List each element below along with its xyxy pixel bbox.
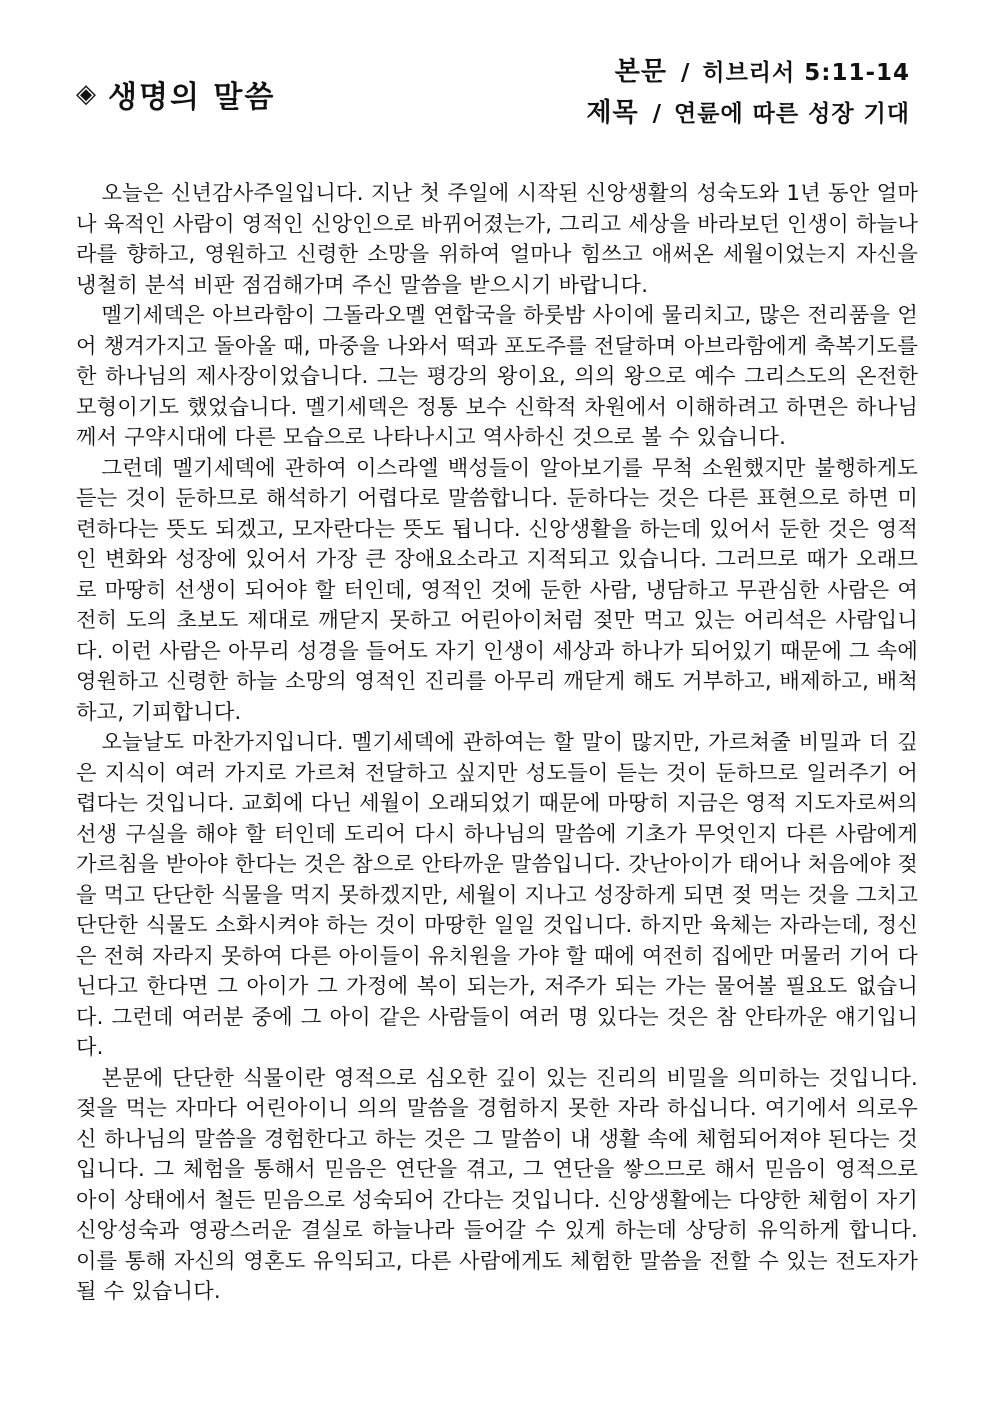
scripture-label: 본문 (614, 57, 667, 87)
paragraph: 멜기세덱은 아브라함이 그돌라오멜 연합국을 하룻밤 사이에 물리치고, 많은 전리품을 얻어 챙겨가지고 돌아올 때, 마중을 나와서 떡과 포도주를 전달하며 아브라함에게 축복기도를 한 하나님의 제사장이었습니다. 그는 평강의 왕이요, 의의 왕으로 예수 그리스도의 온전한 모형이기도 했었습니다. 멜기세덱은 정통 보수 신학적 차원에서 이해하려고 하면은 하나님께서 구약시대에 다른 모습으로 나타나시고 역사하신 것으로 볼 수 있습니다. (76, 302, 918, 449)
paragraph: 본문에 단단한 식물이란 영적으로 심오한 깊이 있는 진리의 비밀을 의미하는 것입니다. 젖을 먹는 자마다 어린아이니 의의 말씀을 경험하지 못한 자라 하십니다. 여기에서 의로우신 하나님의 말씀을 경험한다고 하는 것은 그 말씀이 내 생활 속에 체험되어져야 된다는 것입니다. 그 체험을 통해서 믿음은 연단을 겪고, 그 연단을 쌓으므로 해서 믿음이 영적으로 아이 상태에서 철든 믿음으로 성숙되어 간다는 것입니다. 신앙생활에는 다양한 체험이 자기 신앙성숙과 영광스러운 결실로 하늘나라 들어갈 수 있게 하는데 상당히 유익하게 합니다. 이를 통해 자신의 영혼도 유익되고, 다른 사람에게도 체험한 말씀을 전할 수 있는 전도자가 될 수 있습니다. (76, 1064, 918, 1303)
page-title (76, 72, 275, 116)
paragraph: 오늘날도 마찬가지입니다. 멜기세덱에 관하여는 할 말이 많지만, 가르쳐줄 비밀과 더 깊은 지식이 여러 가지로 가르쳐 전달하고 싶지만 성도들이 듣는 것이 둔하므로 일러주기 어렵다는 것입니다. 교회에 다닌 세월이 오래되었기 때문에 마땅히 지금은 영적 지도자로써의 선생 구실을 해야 할 터인데 도리어 다시 하나님의 말씀에 기초가 무엇인지 다른 사람에게 가르침을 받아야 한다는 것은 참으로 안타까운 말씀입니다. 갓난아이가 태어나 처음에야 젖을 먹고 단단한 식물을 먹지 못하겠지만, 세월이 지나고 성장하게 되면 젖 먹는 것을 그치고 단단한 식물도 소화시켜야 하는 것이 마땅한 일일 것입니다. 하지만 육체는 자라는데, 정신은 전혀 자라지 못하여 다른 아이들이 유치원을 가야 할 때에 여전히 집에만 머물러 기어 다닌다고 한다면 그 아이가 그 가정에 복이 되는가, 저주가 되는 가는 물어볼 필요도 없습니다. 그런데 여러분 중에 그 아이 같은 사람들이 여러 명 있다는 것은 참 안타까운 얘기입니다. (76, 729, 919, 1059)
subject-line (586, 93, 910, 134)
sermon-reference (586, 52, 910, 134)
subject-separator: / (652, 101, 663, 127)
paragraph: 오늘은 신년감사주일입니다. 지난 첫 주일에 시작된 신앙생활의 성숙도와 1년 동안 얼마나 육적인 사람이 영적인 신앙인으로 바뀌어졌는가, 그리고 세상을 바라보던 인생이 하늘나라를 향하고, 영원하고 신령한 소망을 위하여 얼마나 힘쓰고 애써온 세월이었는지 자신을 냉철히 분석 비판 점검해가며 주신 말씀을 받으시기 바랍니다. (76, 180, 918, 297)
subject-value: 연륜에 따른 성장 기대 (674, 101, 910, 127)
sermon-body (76, 178, 918, 1307)
subject-label: 제목 (586, 98, 639, 128)
scripture-separator: / (680, 60, 691, 86)
paragraph: 그런데 멜기세덱에 관하여 이스라엘 백성들이 알아보기를 무척 소원했지만 불행하게도 듣는 것이 둔하므로 해석하기 어렵다로 말씀합니다. 둔하다는 것은 다른 표현으로 하면 미련하다는 뜻도 되겠고, 모자란다는 뜻도 됩니다. 신앙생활을 하는데 있어서 둔한 것은 영적인 변화와 성장에 있어서 가장 큰 장애요소라고 지적되고 있습니다. 그러므로 때가 오래므로 마땅히 선생이 되어야 할 터인데, 영적인 것에 둔한 사람, 냉담하고 무관심한 사람은 여전히 도의 초보도 제대로 깨닫지 못하고 어린아이처럼 젖만 먹고 있는 어리석은 사람입니다. 이런 사람은 아무리 성경을 들어도 자기 인생이 세상과 하나가 되어있기 때문에 그 속에 영원하고 신령한 하늘 소망의 영적인 진리를 아무리 깨닫게 해도 거부하고, 배제하고, 배척하고, 기피합니다. (76, 454, 918, 724)
diamond-bullet-icon: ◈ (76, 79, 98, 109)
title-text: 생명의 말씀 (108, 80, 276, 115)
scripture-line (586, 52, 910, 93)
page-header (0, 0, 992, 150)
scripture-value: 히브리서 5:11-14 (702, 60, 910, 86)
